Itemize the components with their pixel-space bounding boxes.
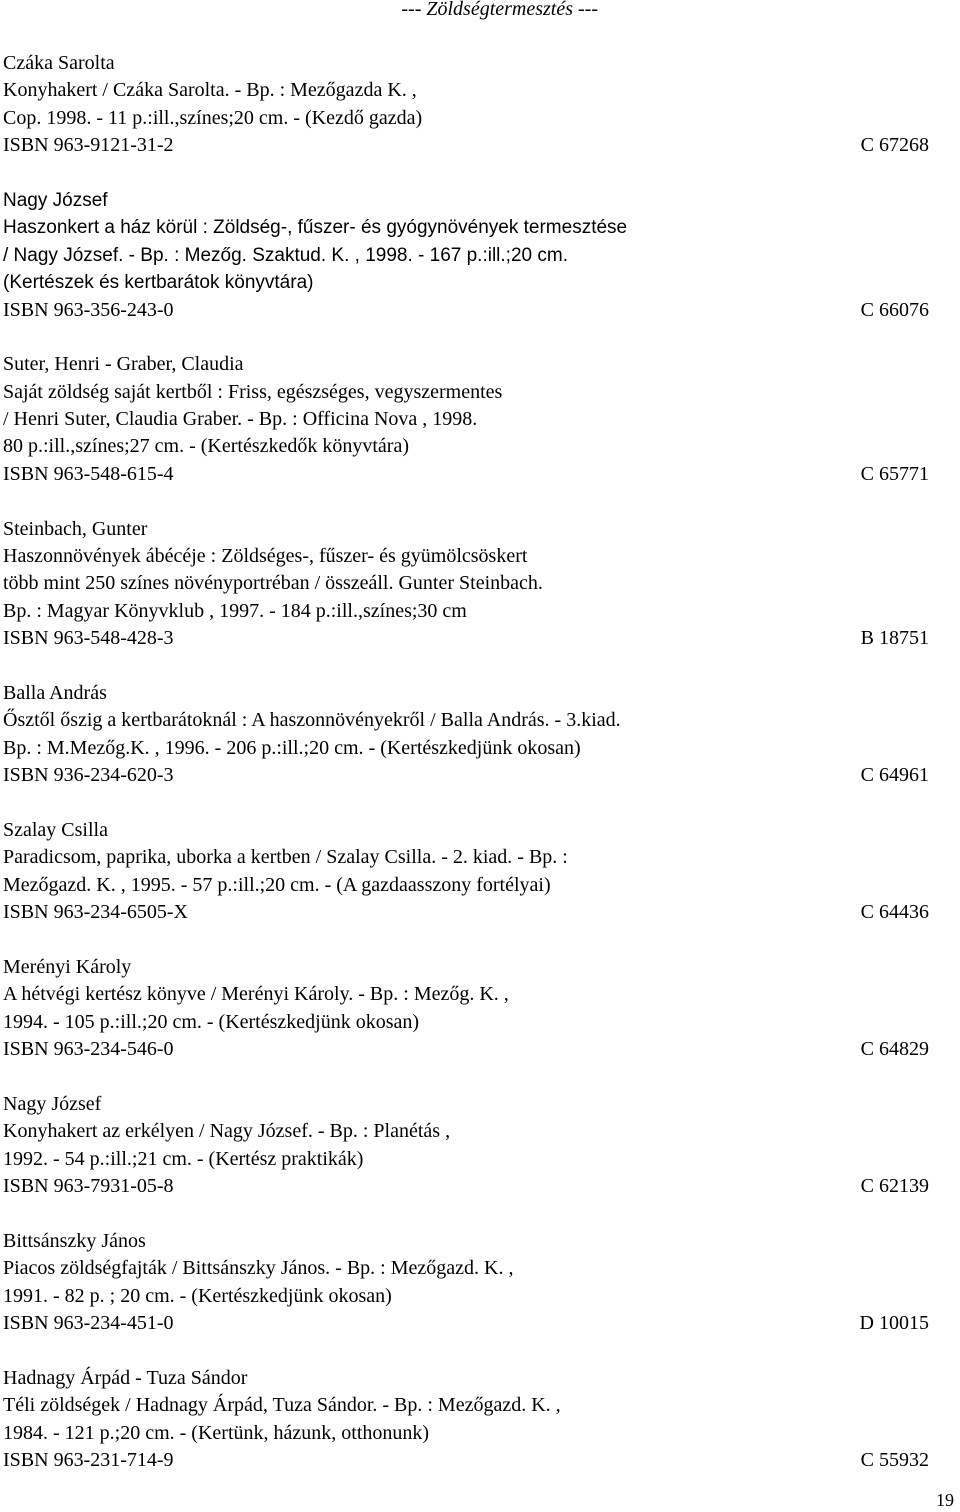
entry-description: / Henri Suter, Claudia Graber. - Bp. : Officina Nova , 1998. [3,408,478,431]
entry-description: Haszonkert a ház körül : Zöldség-, fűszer- és gyógynövények termesztése [3,217,628,239]
entry-author: Nagy József [3,189,108,211]
isbn-row [3,132,929,159]
entry-description: Téli zöldségek / Hadnagy Árpád, Tuza Sándor. - Bp. : Mezőgazd. K. , [3,1394,561,1417]
entry-description: (Kertészek és kertbarátok könyvtára) [3,272,314,294]
call-number: C 64961 [860,764,929,787]
isbn-row [3,461,929,488]
entry-description: 1992. - 54 p.:ill.;21 cm. - (Kertész praktikák) [3,1147,364,1170]
entry-description: 1984. - 121 p.;20 cm. - (Kertünk, házunk, otthonunk) [3,1421,430,1444]
call-number: C 67268 [860,134,929,157]
entry-description: / Nagy József. - Bp. : Mezőg. Szaktud. K. , 1998. - 167 p.:ill.;20 cm. [3,244,568,266]
entry-author: Bittsánszky János [3,1229,146,1252]
entry-description: Mezőgazd. K. , 1995. - 57 p.:ill.;20 cm. - (A gazdaasszony fortélyai) [3,873,551,896]
entry-description: Saját zöldség saját kertből : Friss, egészséges, vegyszermentes [3,380,503,403]
isbn-row [3,625,929,652]
call-number: C 62139 [860,1175,929,1198]
isbn: ISBN 963-7931-05-8 [3,1175,174,1198]
isbn: ISBN 963-356-243-0 [3,298,174,321]
bibliography-entry [3,50,929,160]
isbn-row [3,297,929,324]
isbn: ISBN 936-234-620-3 [3,764,174,787]
isbn: ISBN 963-548-615-4 [3,462,174,485]
entry-description: 80 p.:ill.,színes;27 cm. - (Kertészkedők könyvtára) [3,435,409,458]
bibliography-entry [3,1091,929,1201]
isbn: ISBN 963-234-546-0 [3,1038,174,1061]
entry-description: Bp. : Magyar Könyvklub , 1997. - 184 p.:ill.,színes;30 cm [3,599,467,622]
isbn-row [3,1173,929,1200]
isbn-row [3,762,929,789]
entry-description: Haszonnövények ábécéje : Zöldséges-, fűszer- és gyümölcsöskert [3,545,528,568]
call-number: C 66076 [860,298,929,321]
isbn-row [3,1310,929,1337]
call-number: C 55932 [860,1448,929,1471]
entry-description: több mint 250 színes növényportréban / összeáll. Gunter Steinbach. [3,572,543,595]
entry-description: Bp. : M.Mezőg.K. , 1996. - 206 p.:ill.;20 cm. - (Kertészkedjünk okosan) [3,736,581,759]
bibliography-entry [3,817,929,927]
page-number: 19 [936,1490,954,1510]
call-number: B 18751 [860,627,929,650]
section-title: --- Zöldségtermesztés --- [401,0,598,20]
isbn: ISBN 963-234-6505-X [3,901,188,924]
bibliography-entry [3,516,929,653]
bibliography-entry [3,351,929,488]
isbn-row [3,899,929,926]
bibliography-entry [3,187,929,324]
bibliography-entry [3,1228,929,1338]
bibliography-list [3,50,929,1502]
bibliography-entry [3,1365,929,1475]
entry-author: Suter, Henri - Graber, Claudia [3,353,244,376]
bibliography-entry [3,680,929,790]
isbn: ISBN 963-548-428-3 [3,627,174,650]
isbn-row [3,1447,929,1474]
isbn-row [3,1036,929,1063]
bibliography-entry [3,954,929,1064]
entry-description: Ősztől őszig a kertbarátoknál : A haszonnövényekről / Balla András. - 3.kiad. [3,709,621,732]
entry-author: Nagy József [3,1092,102,1115]
entry-description: Piacos zöldségfajták / Bittsánszky János. - Bp. : Mezőgazd. K. , [3,1257,514,1280]
entry-author: Steinbach, Gunter [3,517,148,540]
entry-author: Szalay Csilla [3,818,108,841]
entry-author: Balla András [3,681,107,704]
entry-description: A hétvégi kertész könyve / Merényi Károly. - Bp. : Mezőg. K. , [3,983,509,1006]
entry-author: Czáka Sarolta [3,52,115,74]
call-number: C 65771 [860,462,929,485]
entry-description: Cop. 1998. - 11 p.:ill.,színes;20 cm. - (Kezdő gazda) [3,106,423,129]
entry-description: 1991. - 82 p. ; 20 cm. - (Kertészkedjünk okosan) [3,1284,392,1307]
entry-description: 1994. - 105 p.:ill.;20 cm. - (Kertészkedjünk okosan) [3,1010,420,1033]
entry-author: Hadnagy Árpád - Tuza Sándor [3,1366,248,1389]
entry-author: Merényi Károly [3,955,132,978]
entry-description: Paradicsom, paprika, uborka a kertben / Szalay Csilla. - 2. kiad. - Bp. : [3,846,568,869]
call-number: C 64829 [860,1038,929,1061]
call-number: D 10015 [859,1311,929,1334]
entry-description: Konyhakert / Czáka Sarolta. - Bp. : Mezőgazda K. , [3,79,417,102]
entry-description: Konyhakert az erkélyen / Nagy József. - Bp. : Planétás , [3,1120,451,1143]
isbn: ISBN 963-234-451-0 [3,1311,174,1334]
isbn: ISBN 963-231-714-9 [3,1448,174,1471]
call-number: C 64436 [860,901,929,924]
isbn: ISBN 963-9121-31-2 [3,134,174,157]
